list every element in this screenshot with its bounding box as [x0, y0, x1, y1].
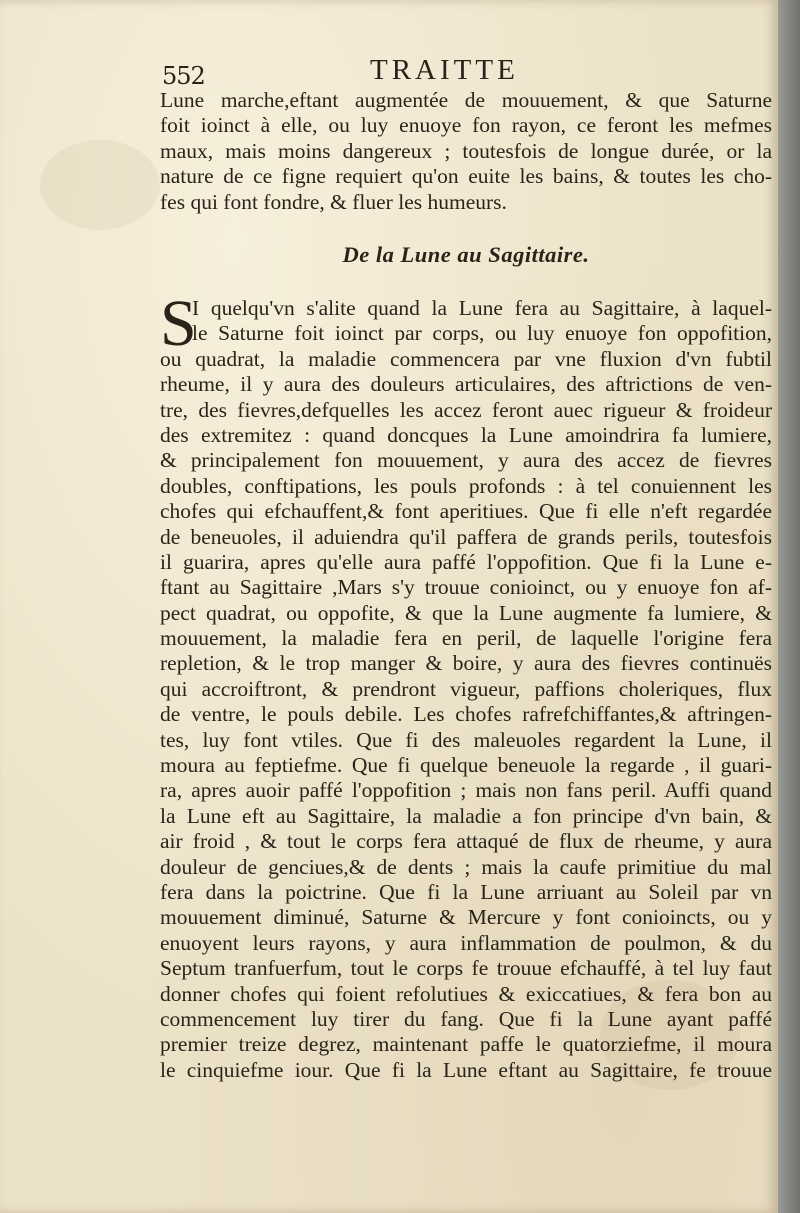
- text-line: nature de ce figne requiert qu'on euite les bains, & toutes les cho-: [160, 164, 772, 189]
- text-line: la Lune eft au Sagittaire, la maladie a fon principe d'vn bain, &: [160, 803, 772, 828]
- main-paragraph: [160, 287, 772, 1083]
- text-line: le cinquiefme iour. Que fi la Lune eftant au Sagittaire, fe trouue: [160, 1057, 772, 1082]
- text-line: douleur de genciues,& de dents ; mais la caufe primitiue du mal: [160, 854, 772, 879]
- drop-cap: S: [160, 287, 197, 360]
- text-line: foit ioinct à elle, ou luy enuoye fon rayon, ce feront les mefmes: [160, 113, 772, 138]
- text-line: moura au feptiefme. Que fi quelque beneuole la regarde , il guari-: [160, 753, 772, 778]
- text-line: premier treize degrez, maintenant paffe le quatorziefme, il moura: [160, 1032, 772, 1057]
- text-line: commencement luy tirer du fang. Que fi la Lune ayant paffé: [160, 1006, 772, 1031]
- text-line: rheume, il y aura des douleurs articulaires, des aftrictions de ven-: [160, 372, 772, 397]
- text-line: pect quadrat, ou oppofite, & que la Lune augmente fa lumiere, &: [160, 600, 772, 625]
- text-line: fes qui font fondre, & fluer les humeurs.: [160, 189, 507, 214]
- top-text-block: [160, 88, 772, 215]
- text-line: de ventre, le pouls debile. Les chofes rafrefchiffantes,& aftringen-: [160, 702, 772, 727]
- text-line: I quelqu'vn s'alite quand la Lune fera au Sagittaire, à laquel-: [192, 296, 772, 320]
- text-line: enuoyent leurs rayons, y aura inflammation de poulmon, & du: [160, 930, 772, 955]
- text-line: donner chofes qui foient refolutiues & exiccatiues, & fera bon au: [160, 981, 772, 1006]
- scan-background-edge: [778, 0, 800, 1213]
- text-line: mouuement diminué, Saturne & Mercure y font conioincts, ou y: [160, 905, 772, 930]
- running-title: TRAITTE: [370, 54, 519, 86]
- text-line: fera dans la poictrine. Que fi la Lune arriuant au Soleil par vn: [160, 879, 772, 904]
- text-line: repletion, & le trop manger & boire, y aura des fievres continuës: [160, 651, 772, 676]
- text-line: chofes qui efchauffent,& font aperitiues. Que fi elle n'eft regardée: [160, 499, 772, 524]
- text-line: le Saturne foit ioinct par corps, ou luy enuoye fon oppofition,: [192, 321, 772, 346]
- text-line: & principalement fon mouuement, y aura des accez de fievres: [160, 448, 772, 473]
- text-line: ftant au Sagittaire ,Mars s'y trouue conioinct, ou y enuoye fon af-: [160, 575, 772, 600]
- text-line: Septum tranfuerfum, tout le corps fe trouue efchauffé, à tel luy faut: [160, 956, 772, 981]
- page-header: [160, 52, 720, 92]
- text-line: ou quadrat, la maladie commencera par vne fluxion d'vn fubtil: [160, 346, 772, 371]
- text-line: Lune marche,eftant augmentée de mouuement, & que Saturne: [160, 88, 772, 112]
- text-line: qui accroiftront, & prendront vigueur, paffions choleriques, flux: [160, 676, 772, 701]
- section-heading: De la Lune au Sagittaire.: [342, 242, 590, 267]
- page-number: 552: [162, 62, 205, 90]
- text-line: maux, mais moins dangereux ; toutesfois de longue durée, or la: [160, 138, 772, 163]
- text-line: des extremitez : quand doncques la Lune amoindrira fa lumiere,: [160, 422, 772, 447]
- paper-stain: [40, 140, 160, 230]
- text-line: tes, luy font vtiles. Que fi des maleuoles regardent la Lune, il: [160, 727, 772, 752]
- text-line: air froid , & tout le corps fera attaqué de flux de rheume, y aura: [160, 829, 772, 854]
- text-line: de beneuoles, il aduiendra qu'il paffera de grands perils, toutesfois: [160, 524, 772, 549]
- text-line: tre, des fievres,defquelles les accez feront auec rigueur & froideur: [160, 397, 772, 422]
- text-line: ra, apres auoir paffé l'oppofition ; mais non fans peril. Auffi quand: [160, 778, 772, 803]
- text-line: mouuement, la maladie fera en peril, de laquelle l'origine fera: [160, 626, 772, 651]
- text-line: il guarira, apres qu'elle aura paffé l'oppofition. Que fi la Lune e-: [160, 549, 772, 574]
- text-line: doubles, conftipations, les pouls profonds : à tel conuiennent les: [160, 473, 772, 498]
